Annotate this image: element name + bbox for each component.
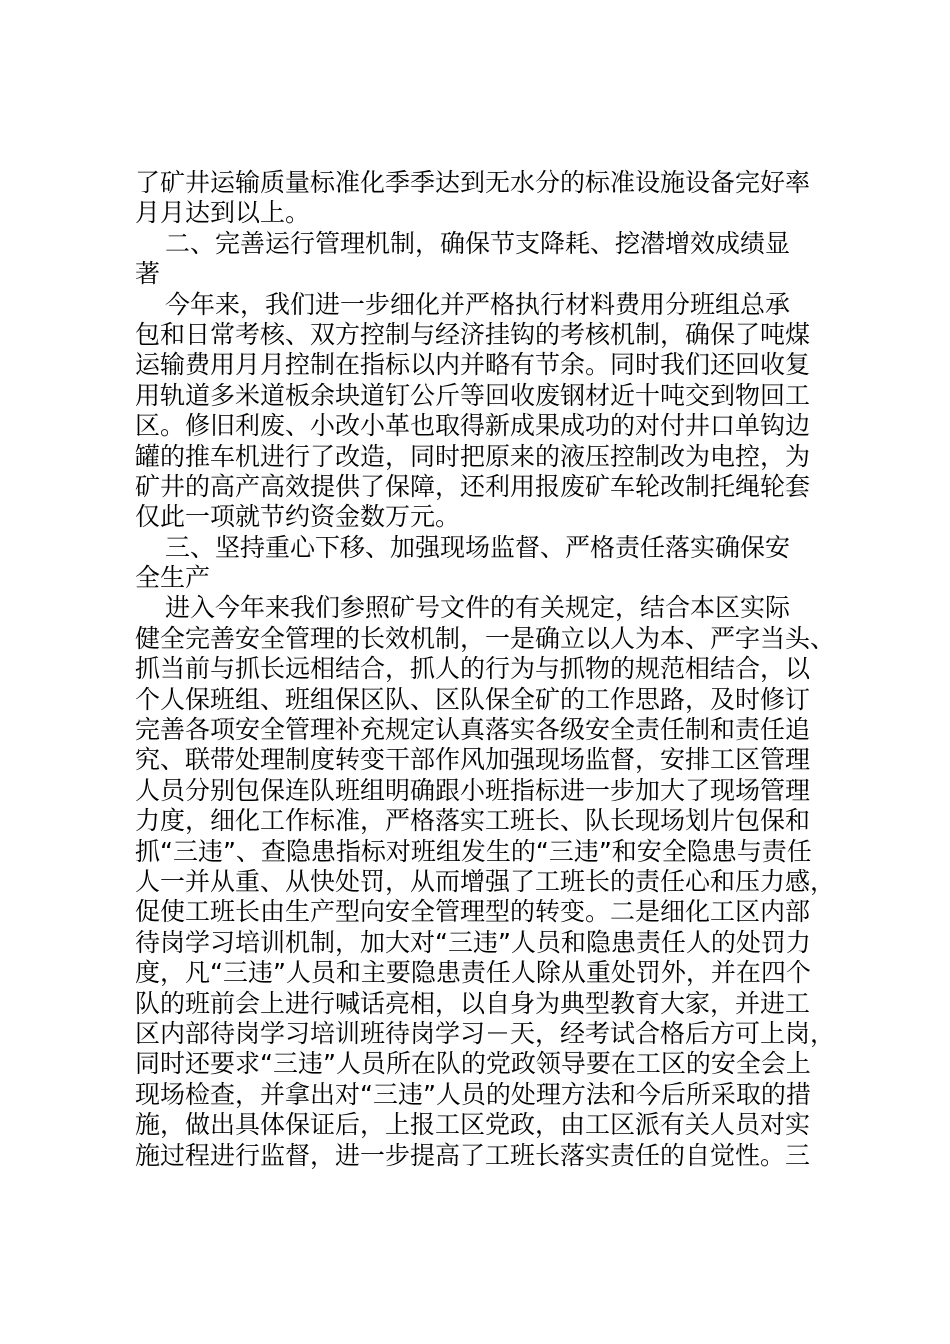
text-line: 抓当前与抓长远相结合，抓人的行为与抓物的规范相结合，以: [135, 654, 811, 684]
section-heading-line: 三、坚持重心下移、加强现场监督、严格责任落实确保安: [165, 532, 791, 562]
text-line: 区内部待岗学习培训班待岗学习－天，经考试合格后方可上岗，: [135, 1018, 836, 1048]
text-line: 施，做出具体保证后，上报工区党政，由工区派有关人员对实: [135, 1110, 811, 1140]
text-line: 力度，细化工作标准，严格落实工班长、队长现场划片包保和: [135, 806, 811, 836]
text-line: 人一并从重、从快处罚，从而增强了工班长的责任心和压力感，: [135, 866, 836, 896]
text-line: 促使工班长由生产型向安全管理型的转变。二是细化工区内部: [135, 897, 811, 927]
text-line: 人员分别包保连队班组明确跟小班指标进一步加大了现场管理: [135, 775, 811, 805]
text-line: 矿井的高产高效提供了保障，还利用报废矿车轮改制托绳轮套: [135, 471, 811, 501]
document-body: [135, 168, 855, 1171]
text-line: 了矿井运输质量标准化季季达到无水分的标准设施设备完好率: [135, 168, 811, 197]
text-line: 用轨道多米道板余块道钉公斤等回收废钢材近十吨交到物回工: [135, 380, 811, 410]
text-line: 队的班前会上进行喊话亮相，以自身为典型教育大家，并进工: [135, 988, 811, 1018]
text-line: 个人保班组、班组保区队、区队保全矿的工作思路，及时修订: [135, 684, 811, 714]
text-line: 抓“三违”、查隐患指标对班组发生的“三违”和安全隐患与责任: [135, 836, 812, 866]
paragraph-first-line: 今年来，我们进一步细化并严格执行材料费用分班组总承: [165, 289, 791, 319]
text-line: 区。修旧利废、小改小革也取得新成果成功的对付井口单钩边: [135, 411, 811, 441]
text-line: 健全完善安全管理的长效机制，一是确立以人为本、严字当头、: [135, 623, 836, 653]
section-heading-line: 二、完善运行管理机制，确保节支降耗、挖潜增效成绩显: [165, 228, 791, 258]
paragraph-first-line: 进入今年来我们参照矿号文件的有关规定，结合本区实际: [165, 593, 791, 623]
text-line: 同时还要求“三违”人员所在队的党政领导要在工区的安全会上: [135, 1049, 811, 1079]
text-line: 究、联带处理制度转变干部作风加强现场监督，安排工区管理: [135, 745, 811, 775]
text-line: 罐的推车机进行了改造，同时把原来的液压控制改为电控，为: [135, 441, 811, 471]
text-line: 月月达到以上。: [135, 198, 311, 228]
section-heading-line: 全生产: [135, 563, 211, 593]
text-line: 运输费用月月控制在指标以内并略有节余。同时我们还回收复: [135, 350, 811, 380]
text-line: 仅此一项就节约资金数万元。: [135, 502, 461, 532]
text-line: 完善各项安全管理补充规定认真落实各级安全责任制和责任追: [135, 715, 811, 745]
text-line: 现场检查，并拿出对“三违”人员的处理方法和今后所采取的措: [135, 1079, 811, 1109]
text-line: 度，凡“三违”人员和主要隐患责任人除从重处罚外，并在四个: [135, 958, 811, 988]
text-line: 包和日常考核、双方控制与经济挂钩的考核机制，确保了吨煤: [135, 319, 811, 349]
section-heading-line: 著: [135, 259, 161, 289]
text-line: 待岗学习培训机制，加大对“三违”人员和隐患责任人的处罚力: [135, 927, 811, 957]
text-line: 施过程进行监督，进一步提高了工班长落实责任的自觉性。三: [135, 1140, 811, 1170]
